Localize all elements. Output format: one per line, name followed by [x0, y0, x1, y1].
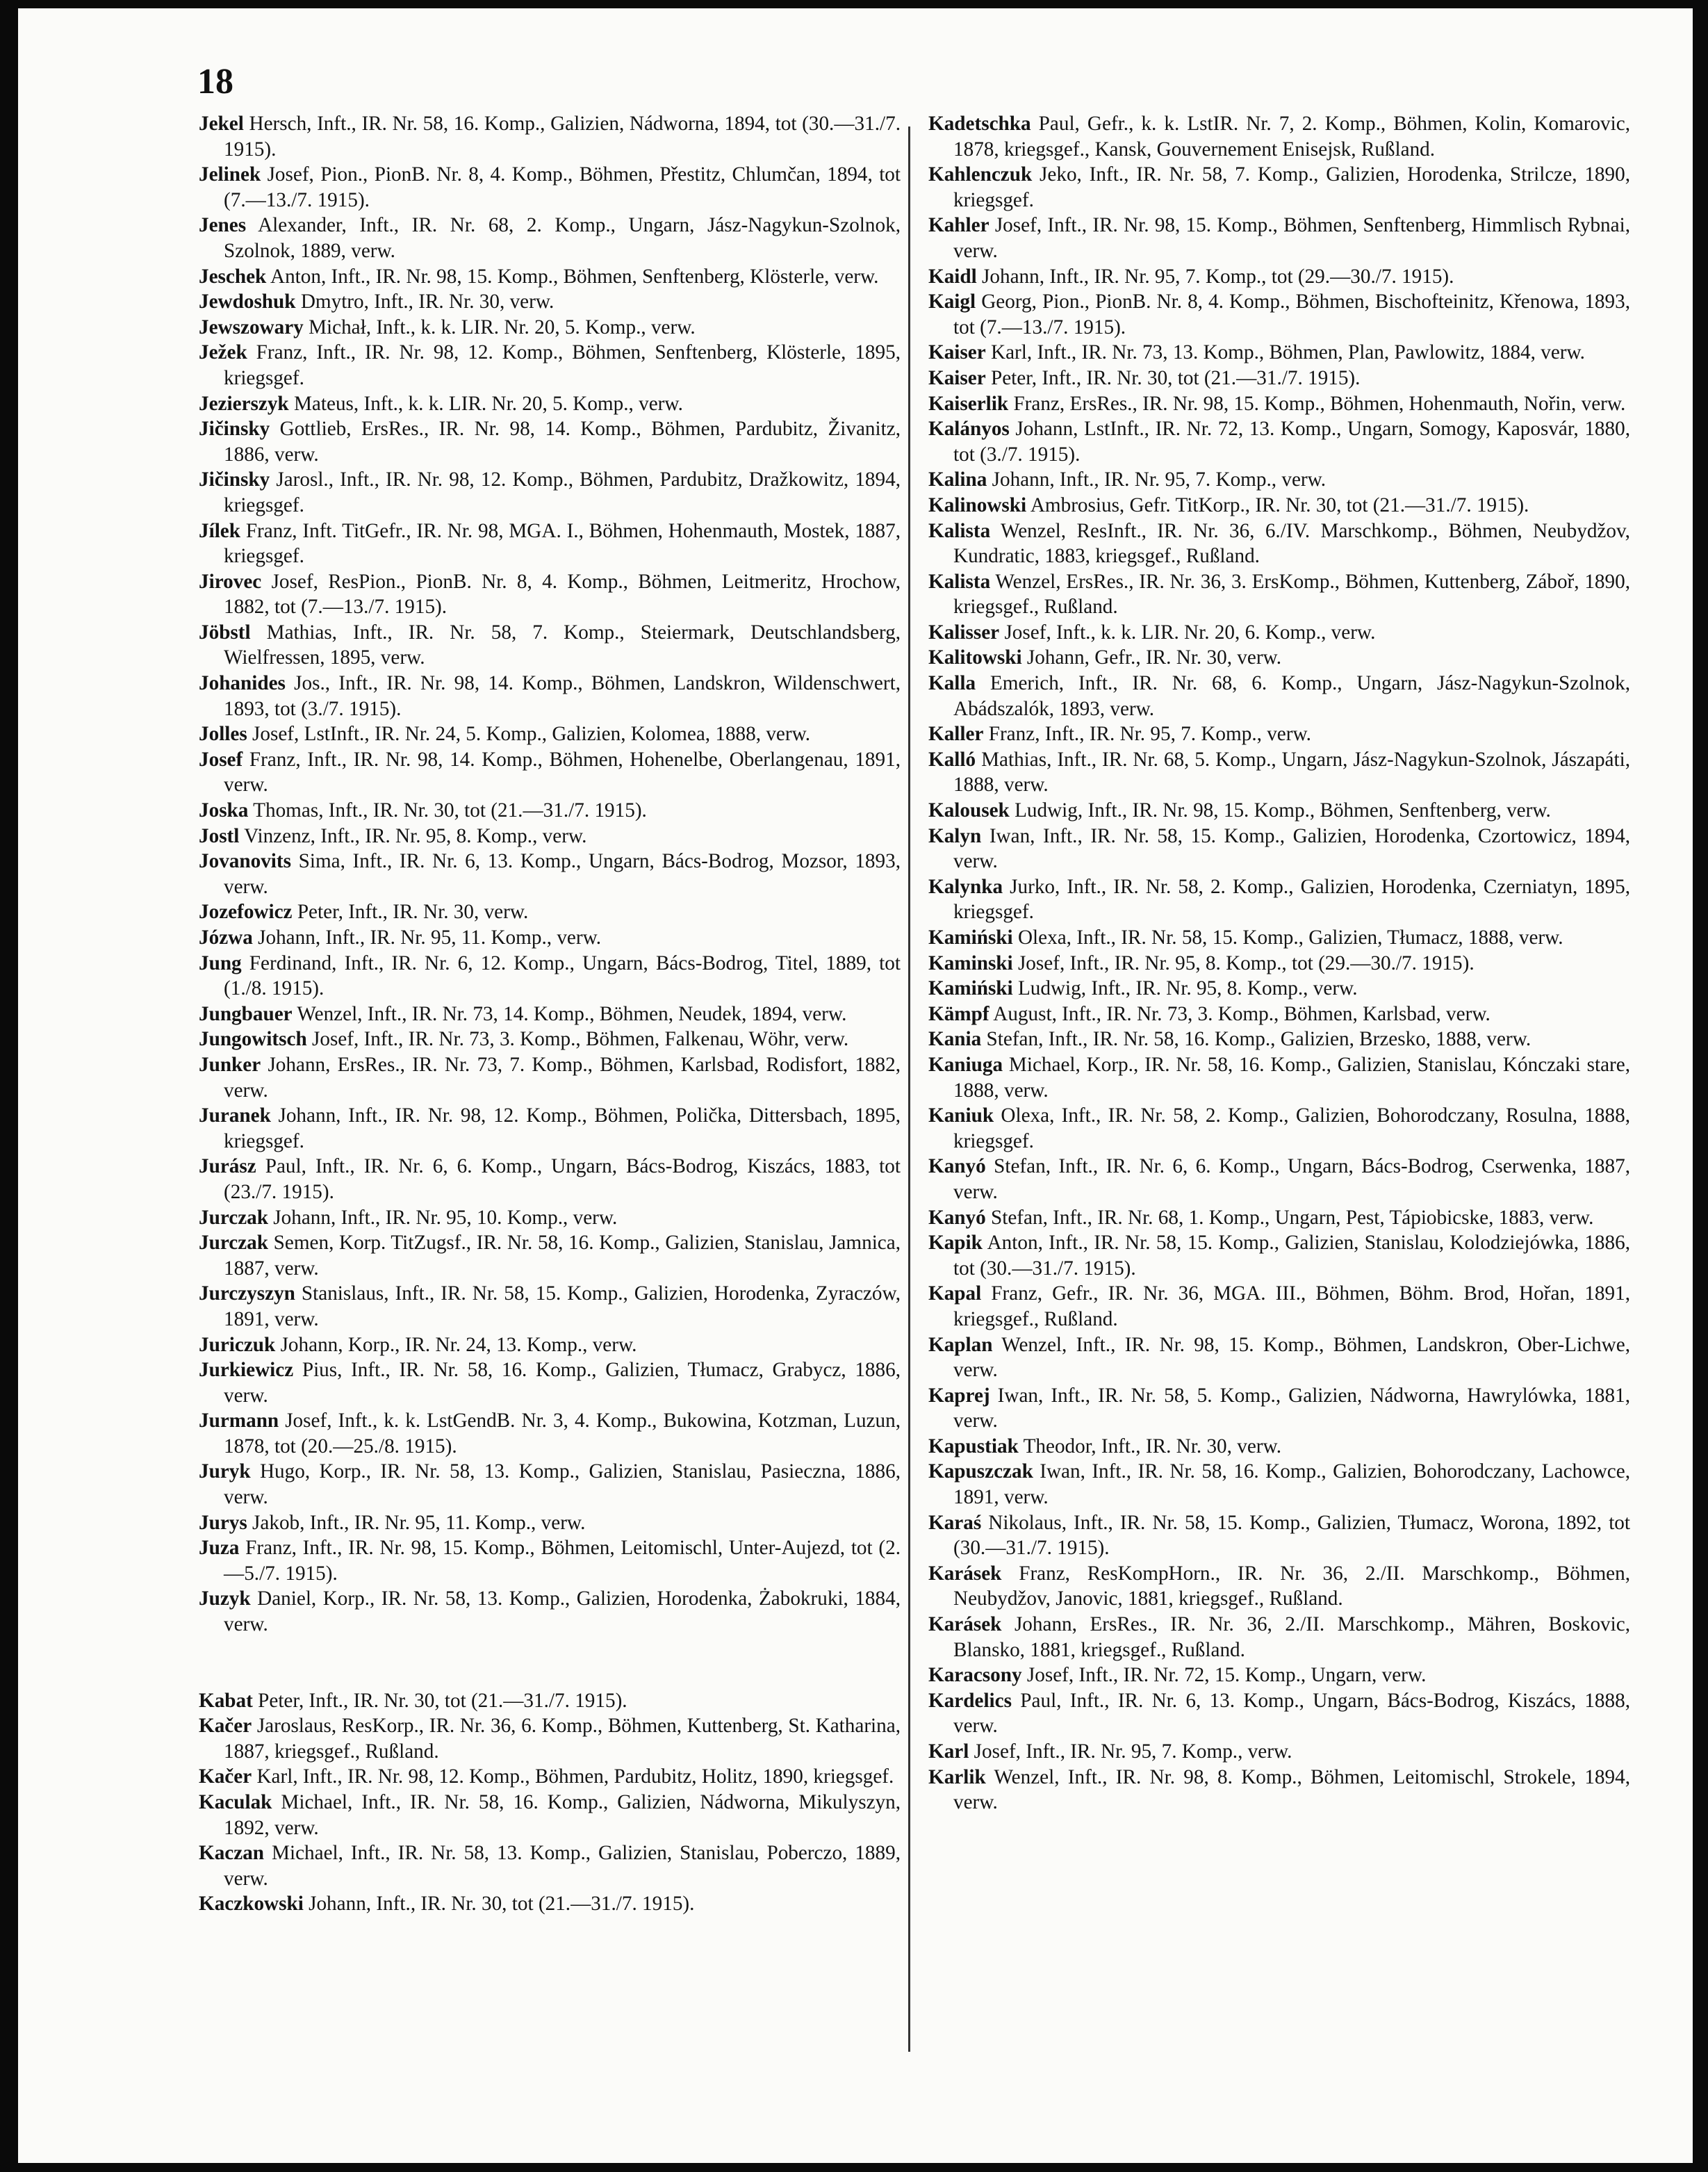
entry-details: Wenzel, Inft., IR. Nr. 98, 15. Komp., Böhmen, Landskron, Ober-Lichwe, verw. [953, 1333, 1630, 1382]
entry-details: Josef, LstInft., IR. Nr. 24, 5. Komp., Galizien, Kolomea, 1888, verw. [252, 723, 811, 746]
entry-surname: Kapal [928, 1282, 982, 1305]
entry-details: Josef, Inft., IR. Nr. 98, 15. Komp., Böhmen, Senftenberg, Himmlisch Rybnai, verw. [953, 214, 1631, 262]
casualty-entry [928, 1612, 1630, 1663]
entry-surname: Juranek [199, 1104, 271, 1127]
right-column [928, 111, 1630, 1815]
casualty-entry [199, 1281, 901, 1332]
casualty-entry [928, 111, 1630, 162]
entry-surname: Jurys [199, 1511, 247, 1534]
entry-surname: Kaidl [928, 265, 977, 288]
entry-details: Franz, ErsRes., IR. Nr. 98, 15. Komp., Böhmen, Hohenmauth, Nořin, verw. [1013, 392, 1626, 415]
casualty-entry [199, 798, 901, 824]
entry-details: Franz, Inft., IR. Nr. 98, 12. Komp., Böhmen, Senftenberg, Klösterle, 1895, kriegsgef. [224, 341, 901, 389]
casualty-entry [928, 721, 1630, 747]
entry-surname: Kaniuk [928, 1104, 994, 1127]
entry-details: Johann, Inft., IR. Nr. 98, 12. Komp., Böhmen, Polička, Dittersbach, 1895, kriegsgef. [224, 1104, 901, 1152]
entry-surname: Kalisser [928, 621, 1000, 644]
entry-details: Peter, Inft., IR. Nr. 30, tot (21.—31./7. 1915). [990, 366, 1361, 389]
entry-details: Ludwig, Inft., IR. Nr. 98, 15. Komp., Böhmen, Senftenberg, verw. [1015, 799, 1551, 822]
casualty-entry [928, 1561, 1630, 1612]
entry-details: Karl, Inft., IR. Nr. 73, 13. Komp., Böhmen, Plan, Pawlowitz, 1884, verw. [990, 341, 1585, 364]
entry-surname: Joska [199, 799, 249, 822]
entry-surname: Kania [928, 1028, 982, 1051]
entry-details: Wenzel, ResInft., IR. Nr. 36, 6./IV. Marschkomp., Böhmen, Neubydžov, Kundratic, 1883, kriegsgef., Rußland. [953, 519, 1630, 568]
entry-details: Johann, LstInft., IR. Nr. 72, 13. Komp., Ungarn, Somogy, Kaposvár, 1880, tot (3./7. 1915). [953, 418, 1630, 466]
casualty-entry [199, 1052, 901, 1103]
entry-details: Olexa, Inft., IR. Nr. 58, 15. Komp., Galizien, Tłumacz, 1888, verw. [1017, 926, 1563, 949]
casualty-entry [199, 1586, 901, 1637]
entry-details: Jarosl., Inft., IR. Nr. 98, 12. Komp., Böhmen, Pardubitz, Dražkowitz, 1894, kriegsgef. [224, 468, 901, 516]
entry-details: Vinzenz, Inft., IR. Nr. 95, 8. Komp., verw. [244, 824, 587, 847]
casualty-entry [928, 925, 1630, 951]
entry-details: Gottlieb, ErsRes., IR. Nr. 98, 14. Komp., Böhmen, Pardubitz, Živanitz, 1886, verw. [224, 418, 901, 466]
casualty-entry [928, 1688, 1630, 1739]
casualty-entry [199, 1688, 901, 1714]
entry-surname: Kalynka [928, 875, 1003, 898]
entry-surname: Jičinsky [199, 418, 270, 441]
entry-details: Semen, Korp. TitZugsf., IR. Nr. 58, 16. Komp., Galizien, Stanislau, Jamnica, 1887, verw. [224, 1232, 901, 1280]
entry-details: Daniel, Korp., IR. Nr. 58, 13. Komp., Galizien, Horodenka, Żabokruki, 1884, verw. [224, 1587, 901, 1636]
casualty-entry [199, 1891, 901, 1917]
casualty-entry [928, 1332, 1630, 1383]
casualty-entry [199, 467, 901, 518]
casualty-entry [199, 1535, 901, 1586]
casualty-entry [199, 747, 901, 798]
entry-surname: Kaller [928, 723, 984, 746]
entry-surname: Johanides [199, 672, 286, 695]
entry-details: Michael, Korp., IR. Nr. 58, 16. Komp., Galizien, Stanislau, Kónczaki stare, 1888, verw. [953, 1053, 1630, 1102]
entry-surname: Jostl [199, 824, 240, 847]
entry-details: Peter, Inft., IR. Nr. 30, verw. [297, 901, 529, 924]
entry-surname: Jirovec [199, 570, 262, 593]
casualty-entry [199, 315, 901, 341]
entry-details: Josef, Inft., IR. Nr. 95, 7. Komp., verw. [974, 1740, 1292, 1763]
casualty-entry [928, 264, 1630, 290]
entry-details: Mateus, Inft., k. k. LIR. Nr. 20, 5. Komp., verw. [293, 392, 683, 415]
entry-details: Franz, Inft., IR. Nr. 98, 15. Komp., Böhmen, Leitomischl, Unter-Aujezd, tot (2.—5./7. 1915). [224, 1537, 901, 1585]
entry-details: Karl, Inft., IR. Nr. 98, 12. Komp., Böhmen, Pardubitz, Holitz, 1890, kriegsgef. [256, 1765, 894, 1788]
entry-details: Johann, Inft., IR. Nr. 95, 11. Komp., verw. [258, 926, 602, 949]
casualty-entry [199, 1027, 901, 1052]
entry-surname: Jurczak [199, 1232, 268, 1255]
entry-surname: Kaczkowski [199, 1893, 304, 1916]
entry-details: Iwan, Inft., IR. Nr. 58, 15. Komp., Galizien, Horodenka, Czortowicz, 1894, verw. [953, 824, 1630, 873]
entry-details: Johann, Korp., IR. Nr. 24, 13. Komp., verw. [280, 1333, 637, 1356]
casualty-entry [199, 1205, 901, 1231]
entry-surname: Jovanovits [199, 850, 291, 873]
entry-surname: Kalousek [928, 799, 1010, 822]
entry-surname: Jewdoshuk [199, 291, 296, 313]
casualty-entry [928, 366, 1630, 391]
entry-surname: Kačer [199, 1765, 252, 1788]
entry-surname: Karásek [928, 1562, 1002, 1585]
entry-details: Jos., Inft., IR. Nr. 98, 14. Komp., Böhmen, Landskron, Wildenschwert, 1893, tot (3./7. 1915). [224, 672, 901, 720]
page-number: 18 [197, 62, 233, 101]
casualty-entry [928, 569, 1630, 620]
entry-surname: Kalitowski [928, 646, 1022, 669]
entry-surname: Kaplan [928, 1333, 993, 1356]
entry-surname: Kaiser [928, 366, 986, 389]
casualty-entry [199, 951, 901, 1002]
casualty-entry [928, 874, 1630, 925]
entry-surname: Juza [199, 1537, 240, 1560]
entry-surname: Kahler [928, 214, 990, 237]
entry-details: Jurko, Inft., IR. Nr. 58, 2. Komp., Galizien, Horodenka, Czerniatyn, 1895, kriegsgef. [953, 875, 1631, 924]
entry-details: Hersch, Inft., IR. Nr. 58, 16. Komp., Galizien, Nádworna, 1894, tot (30.—31./7. 1915). [224, 113, 901, 161]
casualty-entry [199, 264, 901, 290]
entry-surname: Juriczuk [199, 1333, 276, 1356]
casualty-entry [199, 416, 901, 467]
casualty-entry [928, 1052, 1630, 1103]
entry-surname: Kaminski [928, 952, 1013, 974]
entry-surname: Kalla [928, 672, 976, 695]
entry-details: Wenzel, ErsRes., IR. Nr. 36, 3. ErsKomp., Böhmen, Kuttenberg, Záboř, 1890, kriegsgef., Rußland. [953, 570, 1630, 619]
casualty-entry [199, 925, 901, 951]
entry-details: Franz, Inft. TitGefr., IR. Nr. 98, MGA. I., Böhmen, Hohenmauth, Mostek, 1887, kriegsgef. [224, 519, 901, 568]
entry-surname: Kanyó [928, 1155, 986, 1178]
casualty-entry [928, 1739, 1630, 1765]
casualty-entry [199, 899, 901, 925]
entry-surname: Jungbauer [199, 1002, 293, 1025]
entry-details: Josef, Inft., IR. Nr. 73, 3. Komp., Böhmen, Falkenau, Wöhr, verw. [312, 1028, 849, 1051]
entry-surname: Karlik [928, 1765, 986, 1788]
casualty-entry [928, 518, 1630, 569]
entry-surname: Kalina [928, 468, 987, 491]
entry-surname: Jelinek [199, 163, 261, 186]
entry-surname: Kardelics [928, 1689, 1012, 1712]
entry-surname: Jezierszyk [199, 392, 289, 415]
entry-surname: Kaniuga [928, 1053, 1003, 1076]
entry-details: Stefan, Inft., IR. Nr. 58, 16. Komp., Galizien, Brzesko, 1888, verw. [986, 1028, 1532, 1051]
column-divider [908, 126, 910, 2052]
casualty-entry [928, 1434, 1630, 1460]
entry-details: Jaroslaus, ResKorp., IR. Nr. 36, 6. Komp., Böhmen, Kuttenberg, St. Katharina, 1887, kriegsgef., Rußland. [224, 1715, 901, 1763]
entry-surname: Karl [928, 1740, 969, 1763]
casualty-entry [928, 1154, 1630, 1205]
entry-details: Dmytro, Inft., IR. Nr. 30, verw. [300, 291, 555, 313]
entry-details: Iwan, Inft., IR. Nr. 58, 16. Komp., Galizien, Bohorodczany, Lachowce, 1891, verw. [953, 1460, 1631, 1509]
casualty-entry [928, 493, 1630, 518]
entry-surname: Jolles [199, 723, 247, 746]
casualty-entry [928, 951, 1630, 977]
casualty-entry [199, 213, 901, 263]
entry-details: Johann, Inft., IR. Nr. 95, 10. Komp., verw. [273, 1206, 618, 1229]
casualty-entry [928, 747, 1630, 798]
casualty-entry [199, 1103, 901, 1154]
entry-surname: Jungowitsch [199, 1028, 307, 1051]
casualty-entry [928, 671, 1630, 721]
entry-details: Thomas, Inft., IR. Nr. 30, tot (21.—31./7. 1915). [253, 799, 647, 822]
entry-surname: Kalló [928, 748, 976, 771]
entry-surname: Kämpf [928, 1002, 990, 1025]
entry-surname: Kamiński [928, 926, 1013, 949]
entry-surname: Kačer [199, 1715, 252, 1738]
casualty-entry [928, 645, 1630, 671]
entry-surname: Kalányos [928, 418, 1010, 441]
entry-details: Paul, Inft., IR. Nr. 6, 6. Komp., Ungarn, Bács-Bodrog, Kiszács, 1883, tot (23./7. 1915). [224, 1155, 901, 1203]
entry-details: Hugo, Korp., IR. Nr. 58, 13. Komp., Galizien, Stanislau, Pasieczna, 1886, verw. [224, 1460, 901, 1509]
entry-details: Josef, Inft., k. k. LIR. Nr. 20, 6. Komp., verw. [1004, 621, 1376, 644]
entry-details: Nikolaus, Inft., IR. Nr. 58, 15. Komp., Galizien, Tłumacz, Worona, 1892, tot (30.—31./7. 1915). [953, 1511, 1631, 1560]
casualty-entry [928, 1765, 1630, 1815]
entry-details: Pius, Inft., IR. Nr. 58, 16. Komp., Galizien, Tłumacz, Grabycz, 1886, verw. [224, 1359, 901, 1407]
casualty-entry [199, 1154, 901, 1205]
entry-details: Josef, Pion., PionB. Nr. 8, 4. Komp., Böhmen, Přestitz, Chlumčan, 1894, tot (7.—13./7. 1915). [224, 163, 901, 211]
entry-surname: Kanyó [928, 1206, 986, 1229]
entry-details: Alexander, Inft., IR. Nr. 68, 2. Komp., Ungarn, Jász-Nagykun-Szolnok, Szolnok, 1889, verw. [224, 214, 901, 262]
entry-surname: Kadetschka [928, 113, 1031, 135]
entry-surname: Jurmann [199, 1410, 279, 1432]
casualty-entry [199, 1840, 901, 1891]
casualty-entry [199, 1764, 901, 1790]
casualty-entry [199, 1790, 901, 1840]
entry-details: Georg, Pion., PionB. Nr. 8, 4. Komp., Böhmen, Bischofteinitz, Křenowa, 1893, tot (7.—13./7. 1915). [953, 291, 1631, 338]
entry-details: August, Inft., IR. Nr. 73, 3. Komp., Böhmen, Karlsbad, verw. [993, 1002, 1491, 1025]
entry-surname: Kabat [199, 1689, 253, 1712]
casualty-entry [199, 111, 901, 162]
entry-surname: Jeschek [199, 265, 267, 288]
casualty-entry [928, 1663, 1630, 1688]
casualty-entry [199, 569, 901, 620]
entry-details: Paul, Inft., IR. Nr. 6, 13. Komp., Ungarn, Bács-Bodrog, Kiszács, 1888, verw. [953, 1689, 1631, 1738]
entry-details: Mathias, Inft., IR. Nr. 58, 7. Komp., Steiermark, Deutschlandsberg, Wielfressen, 1895, verw. [224, 621, 901, 669]
entry-surname: Kapuszczak [928, 1460, 1033, 1483]
entry-details: Paul, Gefr., k. k. LstIR. Nr. 7, 2. Komp., Böhmen, Kolin, Komarovic, 1878, kriegsgef., Kansk, Gouvernement Enisejsk, Rußland. [953, 113, 1631, 161]
entry-surname: Kaculak [199, 1791, 272, 1813]
entry-surname: Jurkiewicz [199, 1359, 294, 1382]
entry-details: Wenzel, Inft., IR. Nr. 73, 14. Komp., Böhmen, Neudek, 1894, verw. [297, 1002, 847, 1025]
casualty-entry [928, 1002, 1630, 1027]
casualty-entry [928, 1230, 1630, 1281]
casualty-entry [928, 798, 1630, 824]
casualty-entry [199, 1408, 901, 1459]
entry-surname: Kaiser [928, 341, 986, 364]
entry-surname: Kaczan [199, 1842, 265, 1865]
entry-details: Peter, Inft., IR. Nr. 30, tot (21.—31./7. 1915). [258, 1689, 627, 1712]
left-entries-k [199, 1688, 901, 1917]
entry-details: Michał, Inft., k. k. LIR. Nr. 20, 5. Komp., verw. [309, 316, 696, 338]
entry-details: Mathias, Inft., IR. Nr. 68, 5. Komp., Ungarn, Jász-Nagykun-Szolnok, Jászapáti, 1888, verw. [953, 748, 1631, 797]
entry-surname: Karacsony [928, 1664, 1022, 1687]
entry-surname: Karásek [928, 1613, 1002, 1636]
casualty-entry [928, 1103, 1630, 1154]
entry-details: Emerich, Inft., IR. Nr. 68, 6. Komp., Ungarn, Jász-Nagykun-Szolnok, Abádszalók, 1893, verw. [953, 672, 1631, 720]
entry-surname: Kamiński [928, 977, 1013, 1000]
entry-surname: Kaprej [928, 1384, 990, 1407]
entry-details: Josef, ResPion., PionB. Nr. 8, 4. Komp., Böhmen, Leitmeritz, Hrochow, 1882, tot (7.—13./7. 1915). [224, 570, 901, 619]
casualty-entry [928, 1459, 1630, 1510]
entry-details: Anton, Inft., IR. Nr. 58, 15. Komp., Galizien, Stanislau, Kolodziejówka, 1886, tot (30.—31./7. 1915). [953, 1232, 1631, 1280]
entry-details: Franz, Inft., IR. Nr. 98, 14. Komp., Böhmen, Hohenelbe, Oberlangenau, 1891, verw. [224, 748, 901, 797]
casualty-entry [199, 1713, 901, 1764]
entry-surname: Jekel [199, 113, 244, 135]
entry-details: Stanislaus, Inft., IR. Nr. 58, 15. Komp., Galizien, Horodenka, Zyraczów, 1891, verw. [224, 1282, 901, 1330]
entry-details: Josef, Inft., IR. Nr. 95, 8. Komp., tot (29.—30./7. 1915). [1017, 952, 1475, 974]
entry-details: Johann, Inft., IR. Nr. 95, 7. Komp., verw. [992, 468, 1327, 491]
casualty-entry [199, 824, 901, 849]
entry-surname: Jurász [199, 1155, 256, 1178]
casualty-entry [199, 1332, 901, 1358]
casualty-entry [199, 1510, 901, 1536]
casualty-entry [199, 518, 901, 569]
entry-surname: Kalyn [928, 824, 982, 847]
entry-surname: Junker [199, 1053, 261, 1076]
section-gap [199, 1638, 901, 1688]
entry-details: Johann, ErsRes., IR. Nr. 73, 7. Komp., Böhmen, Karlsbad, Rodisfort, 1882, verw. [224, 1053, 901, 1102]
entry-surname: Józwa [199, 926, 253, 949]
entry-surname: Kalinowski [928, 493, 1027, 516]
left-column [199, 111, 901, 1917]
casualty-entry [928, 1383, 1630, 1434]
entry-details: Josef, Inft., IR. Nr. 72, 15. Komp., Ungarn, verw. [1026, 1664, 1427, 1687]
casualty-entry [928, 162, 1630, 213]
entry-details: Stefan, Inft., IR. Nr. 6, 6. Komp., Ungarn, Bács-Bodrog, Cserwenka, 1887, verw. [953, 1155, 1631, 1203]
entry-details: Franz, Inft., IR. Nr. 95, 7. Komp., verw. [988, 723, 1311, 746]
entry-surname: Josef [199, 748, 243, 771]
entry-surname: Kaigl [928, 291, 976, 313]
entry-surname: Karaś [928, 1511, 982, 1534]
entry-details: Iwan, Inft., IR. Nr. 58, 5. Komp., Galizien, Nádworna, Hawrylówka, 1881, verw. [953, 1384, 1630, 1432]
casualty-entry [928, 976, 1630, 1002]
book-page [18, 8, 1693, 2163]
entry-details: Wenzel, Inft., IR. Nr. 98, 8. Komp., Böhmen, Leitomischl, Strokele, 1894, verw. [953, 1765, 1630, 1814]
casualty-entry [199, 671, 901, 721]
entry-details: Michael, Inft., IR. Nr. 58, 13. Komp., Galizien, Stanislau, Poberczo, 1889, verw. [224, 1842, 901, 1890]
casualty-entry [928, 1205, 1630, 1231]
casualty-entry [928, 620, 1630, 646]
entry-details: Franz, Gefr., IR. Nr. 36, MGA. III., Böhmen, Böhm. Brod, Hořan, 1891, kriegsgef., Rußland. [953, 1282, 1630, 1330]
entry-surname: Kalista [928, 570, 991, 593]
left-entries-j [199, 111, 901, 1638]
entry-details: Ferdinand, Inft., IR. Nr. 6, 12. Komp., Ungarn, Bács-Bodrog, Titel, 1889, tot (1./8. 1915). [224, 952, 901, 1000]
entry-details: Johann, Inft., IR. Nr. 95, 7. Komp., tot (29.—30./7. 1915). [982, 265, 1454, 288]
entry-surname: Jílek [199, 519, 240, 542]
entry-surname: Ježek [199, 341, 247, 364]
entry-surname: Jenes [199, 214, 247, 237]
entry-details: Franz, ResKompHorn., IR. Nr. 36, 2./II. Marschkomp., Böhmen, Neubydžov, Janovic, 1881, kriegsgef., Rußland. [953, 1562, 1630, 1610]
casualty-entry [199, 1230, 901, 1281]
entry-details: Jakob, Inft., IR. Nr. 95, 11. Komp., verw. [252, 1511, 586, 1534]
entry-details: Anton, Inft., IR. Nr. 98, 15. Komp., Böhmen, Senftenberg, Klösterle, verw. [270, 265, 879, 288]
casualty-entry [199, 1357, 901, 1408]
entry-details: Ludwig, Inft., IR. Nr. 95, 8. Komp., verw. [1017, 977, 1358, 1000]
casualty-entry [199, 721, 901, 747]
casualty-entry [928, 824, 1630, 874]
casualty-entry [928, 467, 1630, 493]
casualty-entry [199, 849, 901, 899]
entry-surname: Juryk [199, 1460, 251, 1483]
entry-surname: Jewszowary [199, 316, 304, 338]
casualty-entry [199, 340, 901, 391]
casualty-entry [199, 289, 901, 315]
casualty-entry [199, 1002, 901, 1027]
entry-surname: Kapustiak [928, 1435, 1019, 1457]
entry-surname: Kahlenczuk [928, 163, 1033, 186]
casualty-entry [199, 391, 901, 417]
entry-surname: Kalista [928, 519, 991, 542]
entry-surname: Juzyk [199, 1587, 251, 1610]
entry-details: Olexa, Inft., IR. Nr. 58, 2. Komp., Galizien, Bohorodczany, Rosulna, 1888, kriegsgef. [953, 1104, 1630, 1152]
entry-surname: Kapik [928, 1232, 983, 1255]
entry-details: Johann, ErsRes., IR. Nr. 36, 2./II. Marschkomp., Mähren, Boskovic, Blansko, 1881, kriegsgef., Rußland. [953, 1613, 1630, 1661]
casualty-entry [928, 1281, 1630, 1332]
casualty-entry [928, 391, 1630, 417]
casualty-entry [928, 1027, 1630, 1052]
casualty-entry [199, 1459, 901, 1510]
casualty-entry [928, 289, 1630, 340]
entry-details: Johann, Gefr., IR. Nr. 30, verw. [1026, 646, 1282, 669]
entry-surname: Jöbstl [199, 621, 251, 644]
casualty-entry [928, 416, 1630, 467]
casualty-entry [928, 340, 1630, 366]
entry-details: Ambrosius, Gefr. TitKorp., IR. Nr. 30, tot (21.—31./7. 1915). [1030, 493, 1529, 516]
entry-details: Johann, Inft., IR. Nr. 30, tot (21.—31./7. 1915). [309, 1893, 695, 1916]
entry-details: Jeko, Inft., IR. Nr. 58, 7. Komp., Galizien, Horodenka, Strilcze, 1890, kriegsgef. [953, 163, 1630, 211]
entry-surname: Jung [199, 952, 242, 974]
casualty-entry [199, 162, 901, 213]
casualty-entry [928, 213, 1630, 263]
entry-surname: Jozefowicz [199, 901, 293, 924]
entry-surname: Jurczak [199, 1206, 268, 1229]
entry-surname: Jičinsky [199, 468, 270, 491]
entry-details: Theodor, Inft., IR. Nr. 30, verw. [1023, 1435, 1281, 1457]
entry-surname: Jurczyszyn [199, 1282, 295, 1305]
entry-details: Josef, Inft., k. k. LstGendB. Nr. 3, 4. Komp., Bukowina, Kotzman, Luzun, 1878, tot (20.—25./8. 1915). [224, 1410, 901, 1457]
casualty-entry [199, 620, 901, 671]
entry-details: Sima, Inft., IR. Nr. 6, 13. Komp., Ungarn, Bács-Bodrog, Mozsor, 1893, verw. [224, 850, 901, 898]
casualty-entry [928, 1510, 1630, 1561]
entry-surname: Kaiserlik [928, 392, 1009, 415]
entry-details: Michael, Inft., IR. Nr. 58, 16. Komp., Galizien, Nádworna, Mikulyszyn, 1892, verw. [224, 1791, 901, 1839]
entry-details: Stefan, Inft., IR. Nr. 68, 1. Komp., Ungarn, Pest, Tápiobicske, 1883, verw. [991, 1206, 1594, 1229]
